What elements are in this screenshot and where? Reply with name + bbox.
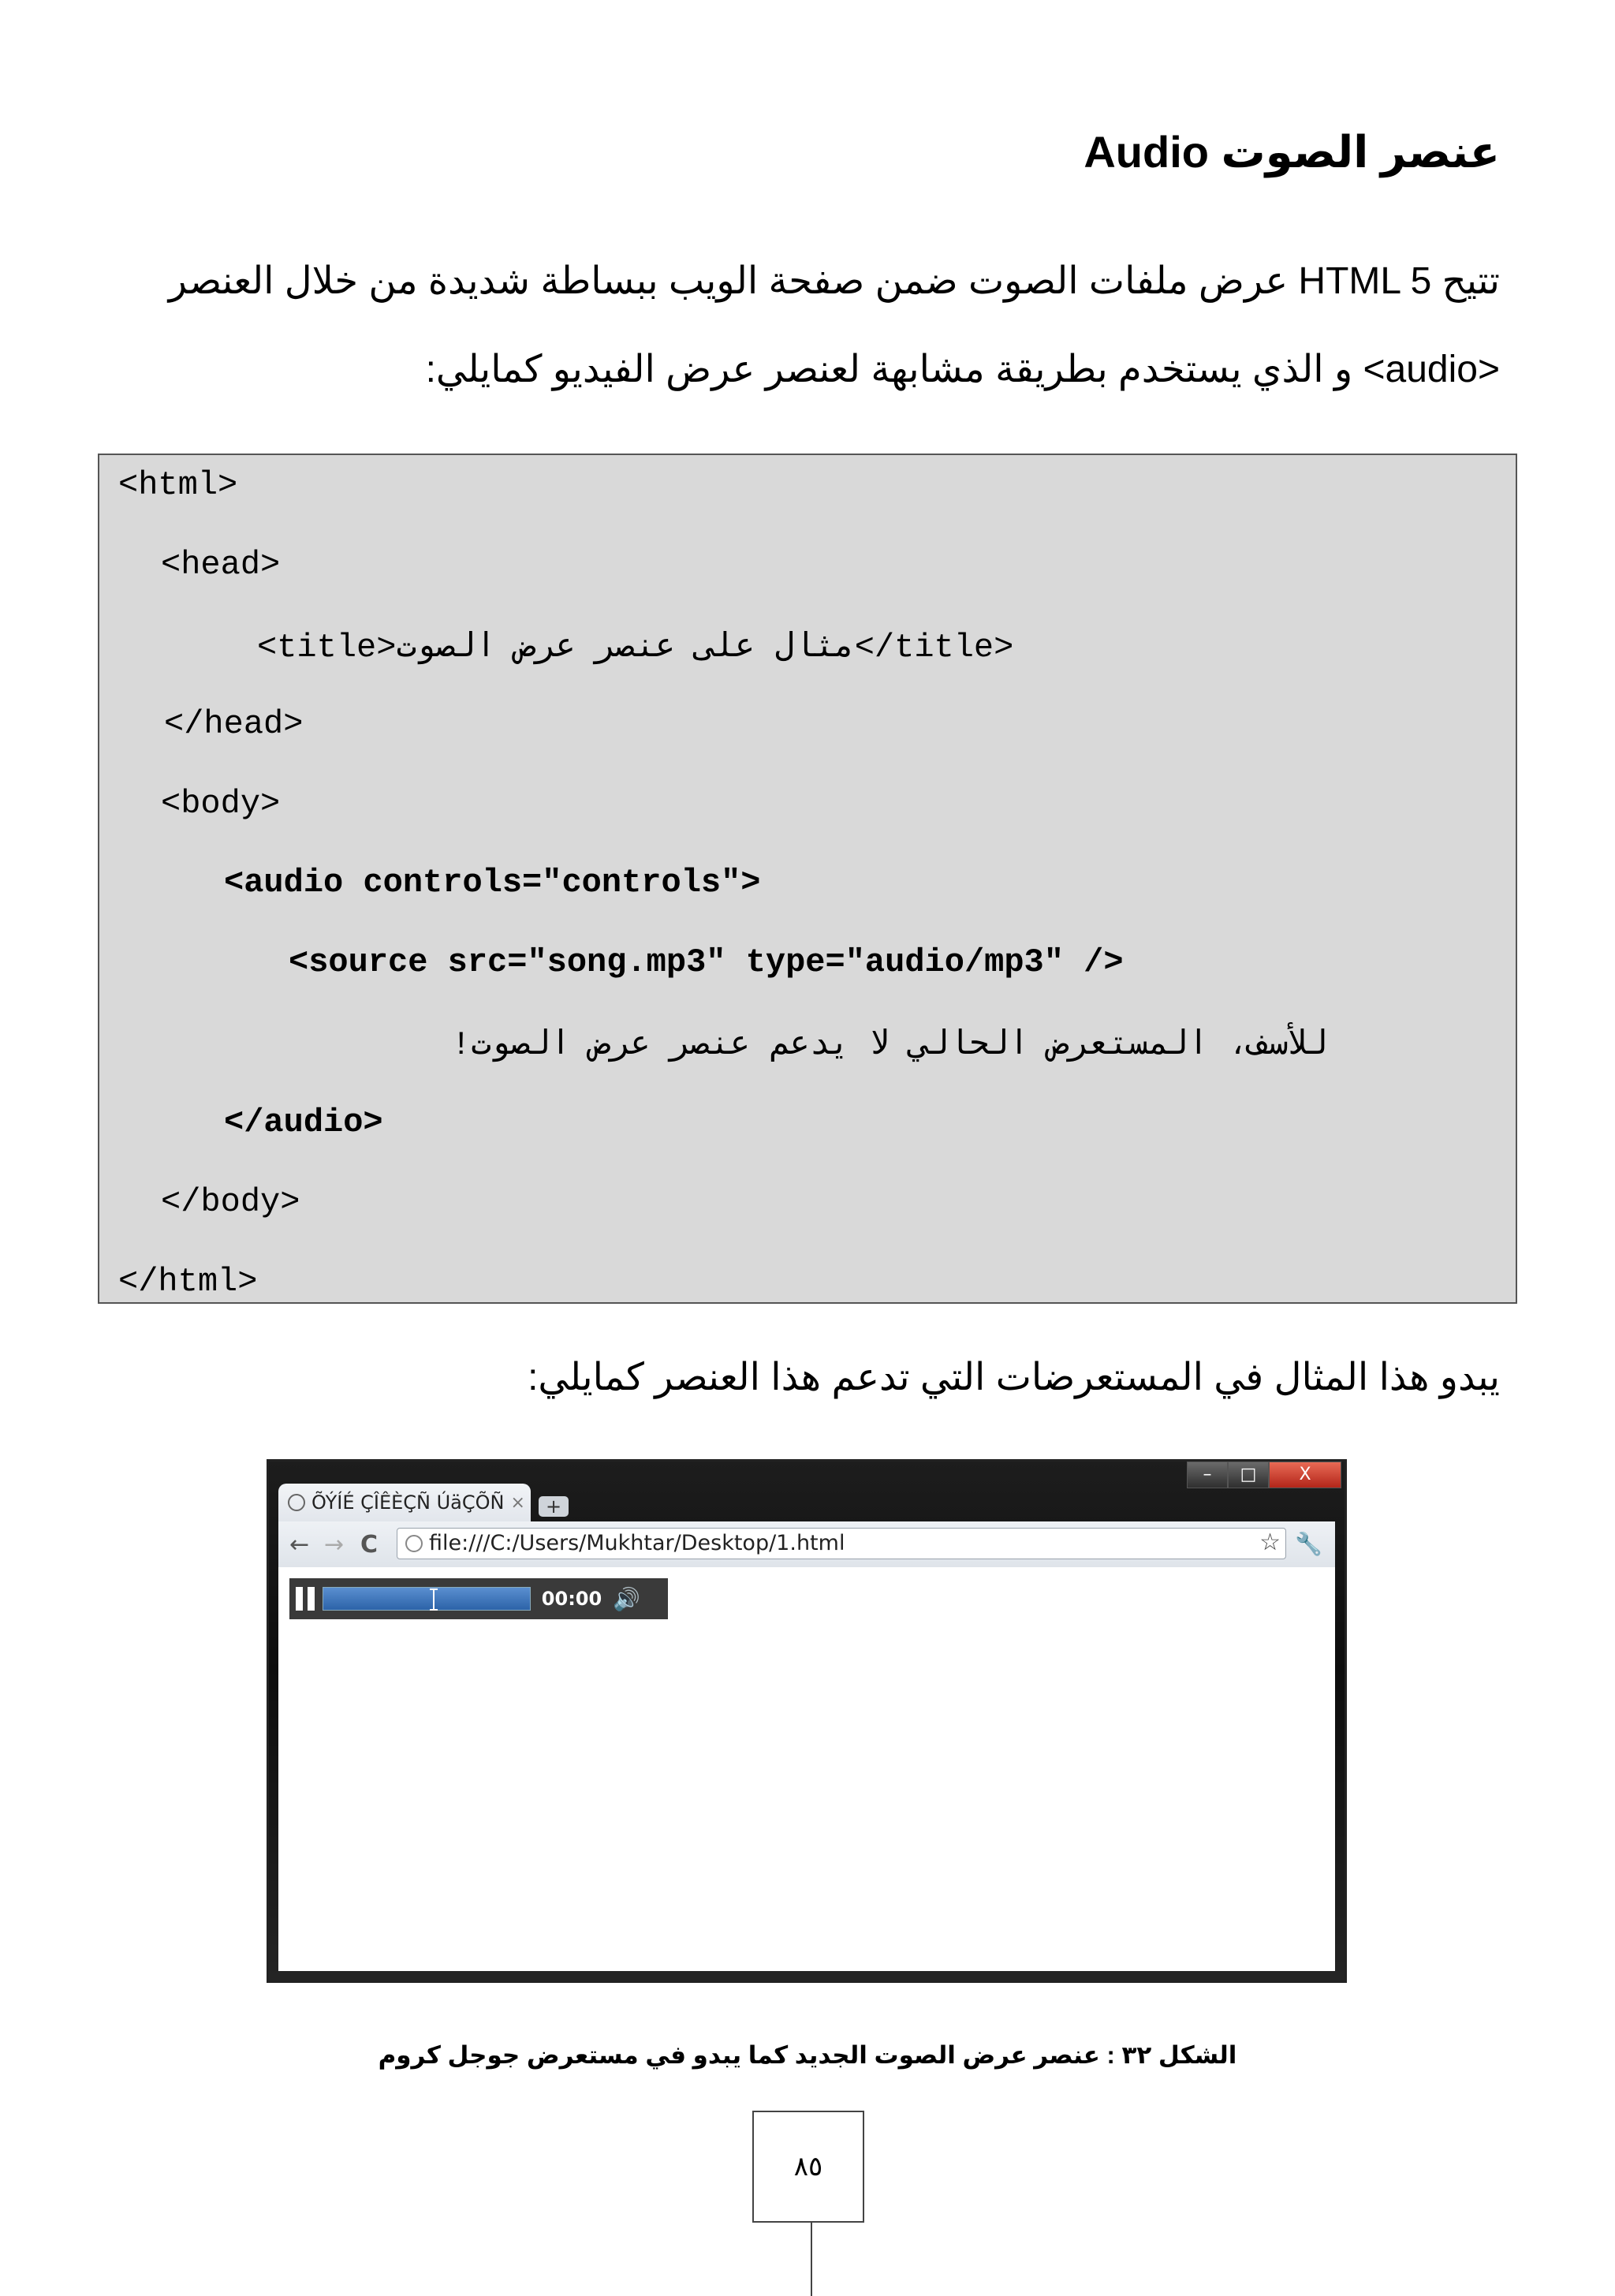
code-line: <body> xyxy=(161,785,281,823)
volume-icon[interactable]: 🔊 xyxy=(613,1585,640,1612)
tab-title: ÕÝÍÉ ÇÎÊÈÇÑ ÚäÇÕÑ xyxy=(311,1491,505,1514)
seek-bar[interactable] xyxy=(323,1587,531,1611)
intro-paragraph-line-2: <audio> و الذي يستخدم بطريقة مشابهة لعنصر عرض الفيديو كمايلي: xyxy=(425,349,1500,390)
browser-toolbar xyxy=(278,1521,1335,1568)
wrench-icon[interactable]: 🔧 xyxy=(1295,1531,1322,1557)
url-text: file:///C:/Users/Mukhtar/Desktop/1.html xyxy=(429,1531,845,1555)
code-line: </body> xyxy=(161,1183,300,1221)
time-display: 00:00 xyxy=(541,1588,602,1610)
close-button[interactable]: X xyxy=(1269,1462,1341,1488)
address-bar[interactable] xyxy=(397,1528,1286,1559)
example-intro: يبدو هذا المثال في المستعرضات التي تدعم هذا العنصر كمايلي: xyxy=(528,1357,1500,1398)
pause-button[interactable] xyxy=(296,1587,315,1611)
bookmark-star-icon[interactable]: ☆ xyxy=(1259,1529,1281,1556)
code-line: للأسف، المستعرض الحالي لا يدعم عنصر عرض الصوت! xyxy=(451,1026,1328,1064)
page-icon xyxy=(288,1494,305,1511)
audio-player xyxy=(289,1578,668,1619)
code-line: </html> xyxy=(118,1263,258,1301)
page-number-stem xyxy=(811,2223,812,2296)
code-line: <audio controls="controls"> xyxy=(224,864,761,902)
code-line: </head> xyxy=(164,705,304,743)
seek-marker[interactable] xyxy=(323,1588,531,1611)
code-block xyxy=(98,454,1517,1304)
reload-icon[interactable]: C xyxy=(360,1531,379,1559)
code-line: <html> xyxy=(118,466,238,504)
page-icon xyxy=(405,1535,423,1552)
browser-viewport xyxy=(278,1567,1335,1971)
code-line: <title>مثال على عنصر عرض الصوت</title> xyxy=(257,629,1014,666)
figure-caption: الشكل ٣٢ : عنصر عرض الصوت الجديد كما يبدو في مستعرض جوجل كروم xyxy=(378,2041,1237,2069)
browser-tab[interactable] xyxy=(278,1484,531,1521)
code-line: <head> xyxy=(161,546,281,584)
browser-screenshot xyxy=(267,1459,1347,1983)
new-tab-button[interactable]: + xyxy=(539,1496,569,1517)
page-number: ٨٥ xyxy=(752,2111,864,2223)
window-controls xyxy=(1187,1462,1341,1488)
minimize-button[interactable]: – xyxy=(1187,1462,1228,1488)
section-heading: عنصر الصوت Audio xyxy=(1084,127,1500,177)
code-line: <source src="song.mp3" type="audio/mp3" /> xyxy=(289,943,1124,981)
forward-icon[interactable]: → xyxy=(324,1531,345,1559)
code-line: </audio> xyxy=(224,1103,383,1141)
back-icon[interactable]: ← xyxy=(289,1531,310,1559)
intro-paragraph-line-1: تتيح HTML 5 عرض ملفات الصوت ضمن صفحة الويب ببساطة شديدة من خلال العنصر xyxy=(168,260,1500,302)
tab-close-icon[interactable]: × xyxy=(510,1492,525,1513)
maximize-button[interactable]: □ xyxy=(1228,1462,1269,1488)
